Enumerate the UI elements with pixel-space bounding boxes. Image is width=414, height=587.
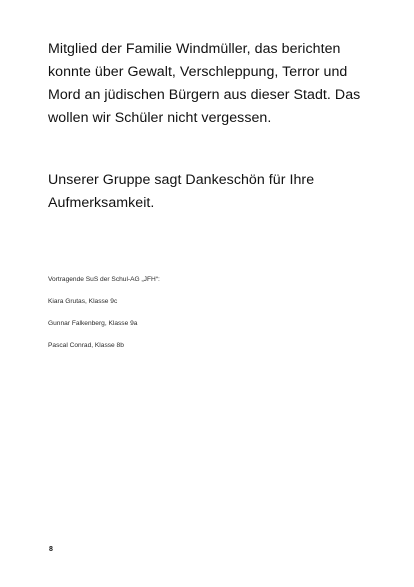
- paragraph-line: Mitglied der Familie Windmüller, das berichten: [48, 41, 341, 57]
- presenter-name: Pascal Conrad, Klasse 8b: [48, 342, 124, 349]
- paragraph-line: Aufmerksamkeit.: [48, 195, 155, 211]
- presenters-credits: [48, 275, 308, 363]
- thanks-paragraph: [48, 169, 378, 215]
- presenter-name: Kiara Grutas, Klasse 9c: [48, 298, 118, 305]
- paragraph-line: Mord an jüdischen Bürgern aus dieser Stadt. Das: [48, 87, 361, 103]
- paragraph-line: konnte über Gewalt, Verschleppung, Terror und: [48, 64, 348, 80]
- closing-paragraph: [48, 38, 378, 130]
- presenter-name: Gunnar Falkenberg, Klasse 9a: [48, 320, 138, 327]
- paragraph-line: wollen wir Schüler nicht vergessen.: [48, 110, 272, 126]
- credits-heading: Vortragende SuS der Schul-AG „JFH“:: [48, 276, 160, 283]
- paragraph-line: Unserer Gruppe sagt Dankeschön für Ihre: [48, 172, 315, 188]
- page-number: 8: [49, 546, 53, 553]
